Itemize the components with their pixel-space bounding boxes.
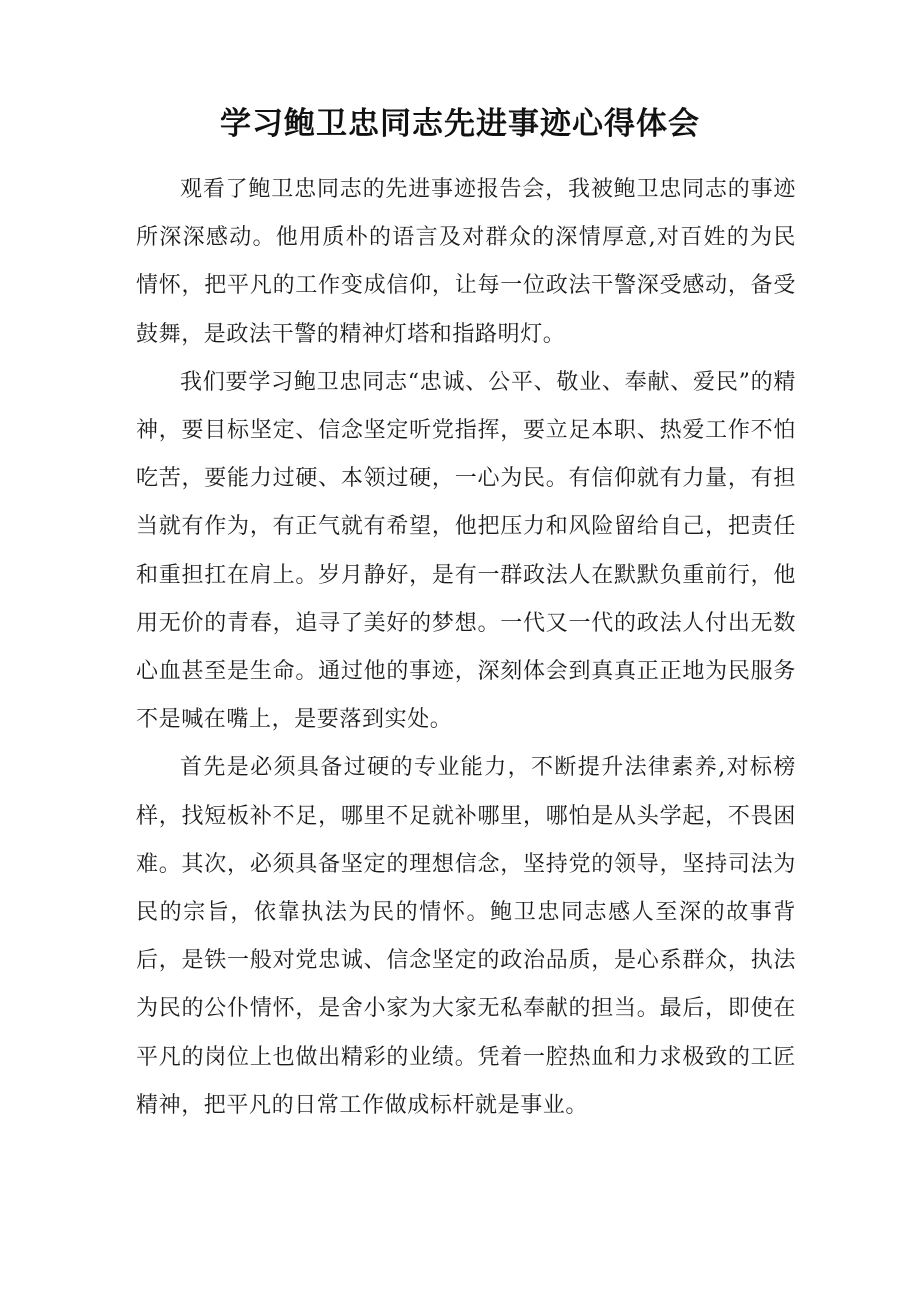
document-title: 学习鲍卫忠同志先进事迹心得体会 <box>220 106 700 142</box>
paragraph-3: 首先是必须具备过硬的专业能力，不断提升法律素养,对标榜样，找短板补不足，哪里不足就补哪里，哪怕是从头学起，不畏困难。其次，必须具备坚定的理想信念，坚持党的领导，坚持司法为民的宗旨，依靠执法为民的情怀。鲍卫忠同志感人至深的故事背后，是铁一般对党忠诚、信念坚定的政治品质，是心系群众，执法为民的公仆情怀，是舍小家为大家无私奉献的担当。最后，即使在平凡的岗位上也做出精彩的业绩。凭着一腔热血和力求极致的工匠精神，把平凡的日常工作做成标杆就是事业。 <box>136 755 796 1118</box>
paragraph-1: 观看了鲍卫忠同志的先进事迹报告会，我被鲍卫忠同志的事迹所深深感动。他用质朴的语言及对群众的深情厚意,对百姓的为民情怀，把平凡的工作变成信仰，让每一位政法干警深受感动，备受鼓舞，是政法干警的精神灯塔和指路明灯。 <box>136 177 796 347</box>
document-body <box>136 166 796 1130</box>
paragraph-2: 我们要学习鲍卫忠同志“忠诚、公平、敬业、奉献、爱民”的精神，要目标坚定、信念坚定听党指挥，要立足本职、热爱工作不怕吃苦，要能力过硬、本领过硬，一心为民。有信仰就有力量，有担当就有作为，有正气就有希望，他把压力和风险留给自己，把责任和重担扛在肩上。岁月静好，是有一群政法人在默默负重前行，他用无价的青春，追寻了美好的梦想。一代又一代的政法人付出无数心血甚至是生命。通过他的事迹，深刻体会到真真正正地为民服务不是喊在嘴上，是要落到实处。 <box>136 369 796 733</box>
